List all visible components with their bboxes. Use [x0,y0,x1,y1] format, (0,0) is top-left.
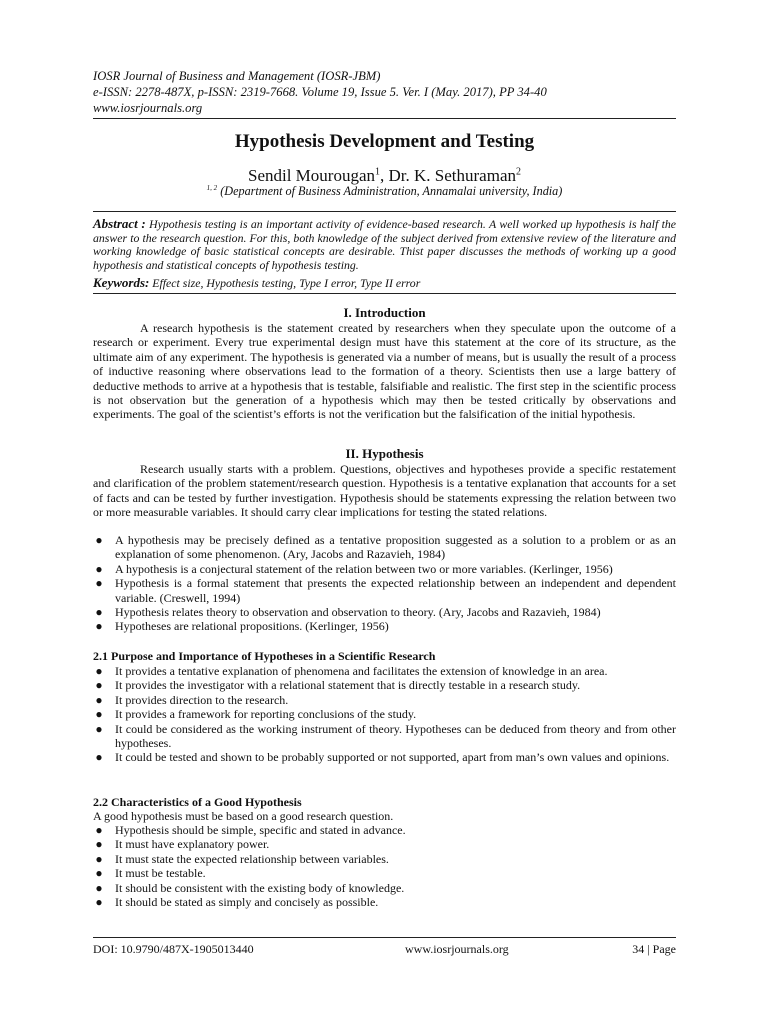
header-rule [93,118,676,119]
bullet-icon: ● [95,823,103,837]
list-item: ● It provides a tentative explanation of phenomena and facilitates the extension of knowledge in an area. [93,664,676,678]
bullet-icon: ● [95,692,103,707]
bullet-icon: ● [95,605,103,620]
affiliation [93,184,676,199]
affiliation-text: (Department of Business Administration, Annamalai university, India) [217,184,563,199]
abstract-label: Abstract : [93,216,146,231]
journal-issn: e-ISSN: 2278-487X, p-ISSN: 2319-7668. Volume 19, Issue 5. Ver. I (May. 2017), PP 34-40 [93,85,547,99]
section-heading-hypothesis: II. Hypothesis [345,446,424,461]
author-2-sup: 2 [516,166,521,178]
author-1-sup: 1 [375,166,381,178]
author-line [93,166,676,186]
page-number: 34 | Page [632,942,676,956]
hypothesis-text: Research usually starts with a problem. Questions, objectives and hypotheses provide a specific restatement and clarification of the problem statement/research question. Hypothesis is a tentative explanation that accounts for a set of facts and can be tested by further investigation. Hypothesis should be statements expressing the relation between two or more measurable variables. It should carry clear implications for testing the stated relations. [93,462,676,520]
bullet-icon: ● [95,895,103,910]
abstract-bottom-rule [93,293,676,294]
hypothesis-definitions-list [93,533,676,634]
bullet-icon: ● [95,851,103,866]
bullet-icon: ● [95,678,103,693]
bullet-icon: ● [95,533,103,547]
list-item: ● It provides direction to the research. [93,693,676,707]
author-separator: , [380,166,389,185]
list-item: ● It provides the investigator with a relational statement that is directly testable in a research study. [93,678,676,692]
list-item: ● It should be consistent with the existing body of knowledge. [93,881,676,895]
bullet-icon: ● [95,750,103,765]
bullet-icon: ● [95,837,103,852]
list-item: ● A hypothesis is a conjectural statement of the relation between two or more variables. (Kerlinger, 1956) [93,562,676,576]
journal-header [93,68,683,116]
list-item: ● Hypothesis relates theory to observation and observation to theory. (Ary, Jacobs and Razavieh, 1984) [93,605,676,619]
footer-doi: DOI: 10.9790/487X-1905013440 [93,942,254,956]
list-item: ● Hypothesis is a formal statement that presents the expected relationship between an independent and dependent variable. (Creswell, 1994) [93,576,676,605]
bullet-icon: ● [95,866,103,881]
list-item: ● It must state the expected relationship between variables. [93,852,676,866]
characteristics-list [93,823,676,909]
list-item: ● It could be considered as the working instrument of theory. Hypotheses can be deduced from theory and from other hypotheses. [93,722,676,751]
journal-url[interactable]: www.iosrjournals.org [93,101,203,115]
bullet-icon: ● [95,619,103,634]
introduction-paragraph [93,321,676,422]
footer-rule [93,937,676,938]
bullet-icon: ● [95,707,103,722]
list-item: ● It could be tested and shown to be probably supported or not supported, apart from man’s own values and opinions. [93,750,676,764]
list-item: ● It must be testable. [93,866,676,880]
author-2: Dr. K. Sethuraman [388,166,516,185]
affiliation-sup: 1, 2 [206,184,218,192]
introduction-text: A research hypothesis is the statement created by researchers when they speculate upon the outcome of a research or experiment. Every true experimental design must have this statement at the core of its structure, as the ultimate aim of any experiment. The hypothesis is generated via a number of means, but is usually the result of a process of inductive reasoning where observations lead to the formation of a theory. Scientists then use a large battery of deductive methods to arrive at a hypothesis that is testable, falsifiable and realistic. The first step in the scientific process is not observation but the generation of a hypothesis which may then be tested critically by observations and experiments. The goal of the scientist’s efforts is not the verification but the falsification of the initial hypothesis. [93,321,676,422]
subsection-heading-2-1: 2.1 Purpose and Importance of Hypotheses in a Scientific Research [93,649,436,663]
list-item: ● A hypothesis may be precisely defined as a tentative proposition suggested as a solution to a problem or as an explanation of some phenomenon. (Ary, Jacobs and Razavieh, 1984) [93,533,676,562]
abstract [93,217,676,272]
journal-name: IOSR Journal of Business and Management (IOSR-JBM) [93,69,381,83]
bullet-icon: ● [95,880,103,895]
list-item: ● Hypotheses are relational propositions. (Kerlinger, 1956) [93,619,676,633]
list-item: ● It provides a framework for reporting conclusions of the study. [93,707,676,721]
subsection-heading-2-2: 2.2 Characteristics of a Good Hypothesis [93,795,302,809]
footer-url[interactable]: www.iosrjournals.org [405,942,509,956]
bullet-icon: ● [95,664,103,678]
hypothesis-paragraph [93,462,676,520]
list-item: ● Hypothesis should be simple, specific and stated in advance. [93,823,676,837]
bullet-icon: ● [95,561,103,576]
bullet-icon: ● [95,576,103,591]
list-item: ● It should be stated as simply and concisely as possible. [93,895,676,909]
abstract-top-rule [93,211,676,212]
author-1: Sendil Mourougan [247,166,376,185]
section-heading-introduction: I. Introduction [343,305,426,320]
keywords [93,275,676,291]
purpose-list [93,664,676,765]
keywords-text: Effect size, Hypothesis testing, Type I error, Type II error [149,276,421,290]
list-item: ● It must have explanatory power. [93,837,676,851]
characteristics-intro: A good hypothesis must be based on a good research question. [93,809,394,823]
bullet-icon: ● [95,721,103,736]
abstract-text: Hypothesis testing is an important activity of evidence-based research. A well worked up hypothesis is half the answer to the research question. For this, both knowledge of the subject derived from extensive review of the literature and working knowledge of basic statistical concepts are desirable. Thist paper discusses the methods of working up a good hypothesis and statistical concepts of hypothesis testing. [93,217,676,272]
keywords-label: Keywords: [93,275,150,290]
paper-title: Hypothesis Development and Testing [234,131,535,152]
